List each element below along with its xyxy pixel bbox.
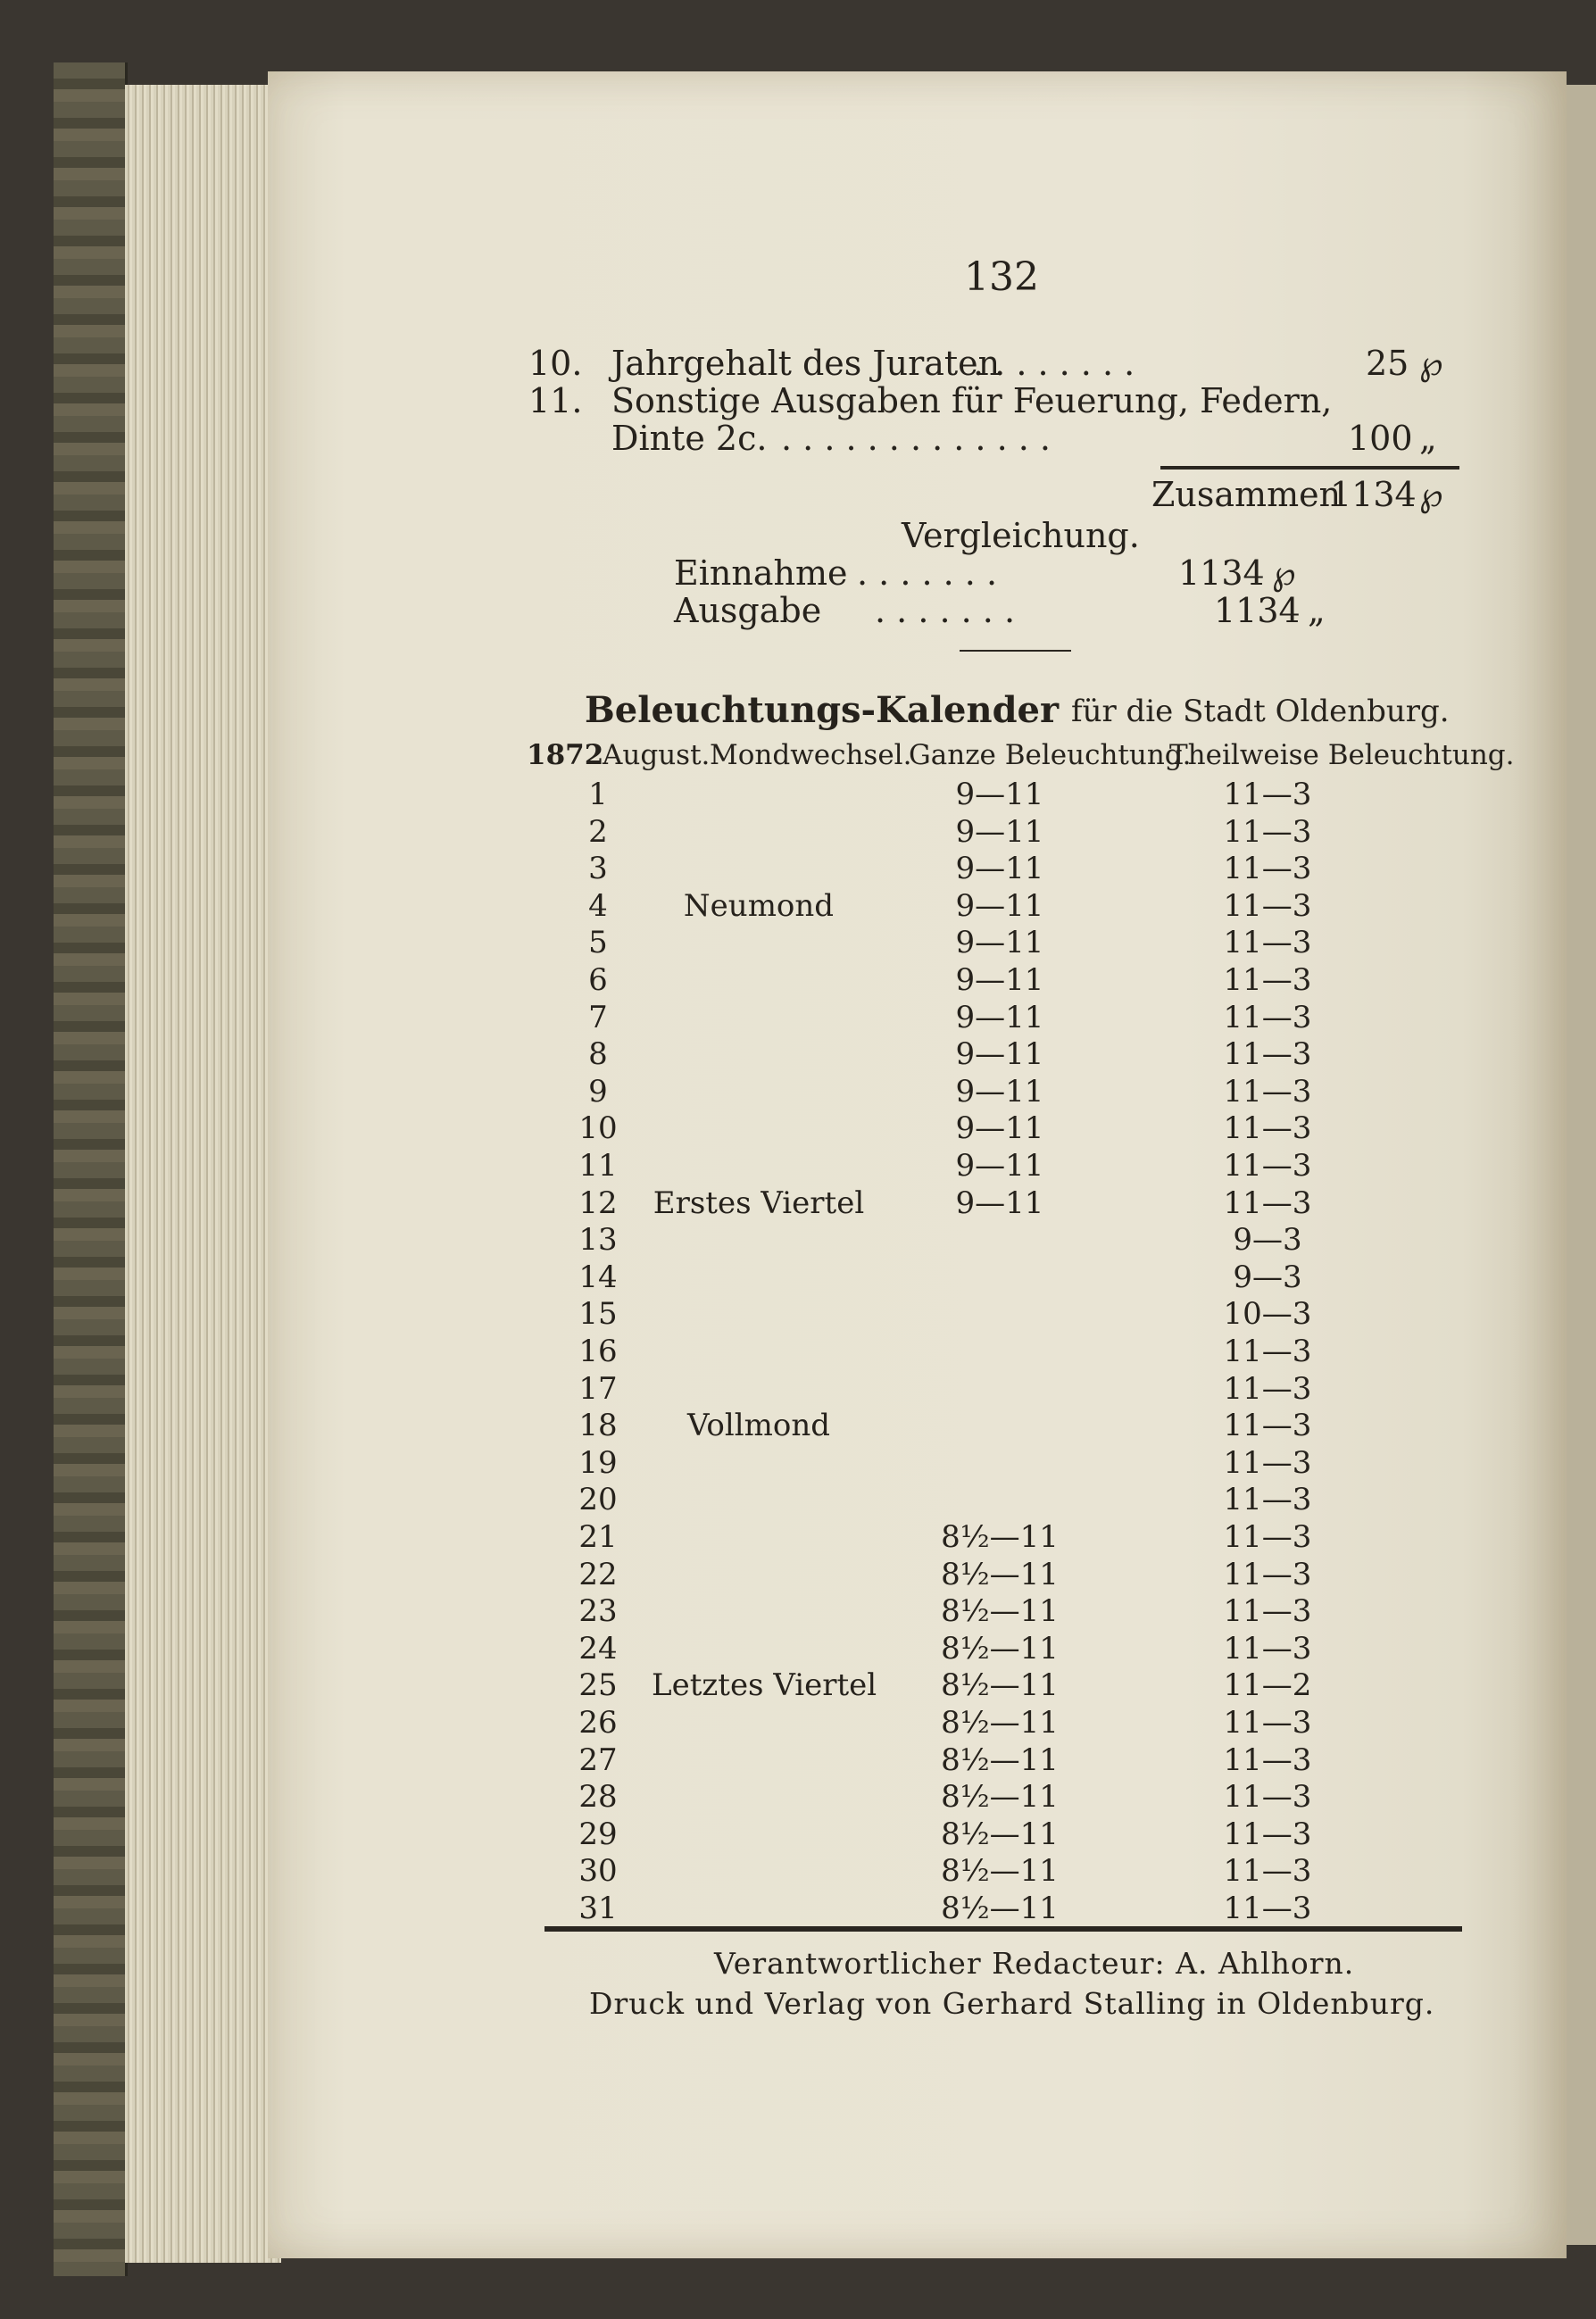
comparison-title: Vergleichung. <box>902 516 1140 555</box>
calendar-day: 11 <box>578 1148 618 1184</box>
calendar-full-lighting: 8½—11 <box>941 1631 1059 1667</box>
calendar-full-lighting: 9—11 <box>955 1000 1044 1035</box>
calendar-day: 25 <box>578 1667 618 1703</box>
calendar-day: 5 <box>588 925 608 960</box>
calendar-day: 13 <box>578 1222 618 1258</box>
calendar-day: 12 <box>578 1185 618 1221</box>
calendar-partial-lighting: 11—3 <box>1223 1742 1312 1778</box>
calendar-partial-lighting: 11—3 <box>1223 1519 1312 1555</box>
calendar-partial-lighting: 11—3 <box>1223 814 1312 850</box>
calendar-partial-lighting: 11—3 <box>1223 1000 1312 1035</box>
calendar-moon-phase: Letztes Viertel <box>652 1667 877 1703</box>
header-year: 1872 <box>527 739 604 771</box>
comparison-label: Ausgabe <box>674 591 822 630</box>
calendar-day: 23 <box>578 1593 618 1629</box>
footer-editor: Verantwortlicher Redacteur: A. Ahlhorn. <box>714 1946 1355 1981</box>
calendar-partial-lighting: 11—3 <box>1223 888 1312 924</box>
comparison-unit: „ <box>1308 591 1326 630</box>
calendar-partial-lighting: 11—3 <box>1223 1334 1312 1369</box>
calendar-day: 10 <box>578 1110 618 1146</box>
calendar-full-lighting: 9—11 <box>955 925 1044 960</box>
calendar-full-lighting: 9—11 <box>955 1036 1044 1072</box>
calendar-day: 24 <box>578 1631 618 1667</box>
ledger-amount: 25 <box>1366 344 1409 383</box>
calendar-partial-lighting: 11—3 <box>1223 1705 1312 1741</box>
calendar-day: 30 <box>578 1853 618 1889</box>
comparison-amount: 1134 <box>1214 591 1301 630</box>
footer-printer: Druck und Verlag von Gerhard Stalling in Oldenburg. <box>589 1986 1435 2021</box>
calendar-partial-lighting: 9—3 <box>1233 1259 1302 1295</box>
header-moon: Mondwechsel. <box>710 739 912 771</box>
calendar-full-lighting: 9—11 <box>955 962 1044 998</box>
header-partial: Theilweise Beleuchtung. <box>1169 739 1515 771</box>
calendar-day: 20 <box>578 1482 618 1517</box>
total-amount: 1134 <box>1330 475 1417 514</box>
calendar-partial-lighting: 11—3 <box>1223 777 1312 812</box>
calendar-partial-lighting: 11—3 <box>1223 1408 1312 1443</box>
ledger-unit: ℘ <box>1419 344 1443 383</box>
calendar-partial-lighting: 11—3 <box>1223 925 1312 960</box>
calendar-day: 19 <box>578 1445 618 1481</box>
calendar-partial-lighting: 11—3 <box>1223 1557 1312 1592</box>
book-page <box>268 71 1567 2258</box>
ledger-item-text: Jahrgehalt des Juraten <box>611 344 1001 383</box>
calendar-partial-lighting: 11—3 <box>1223 1185 1312 1221</box>
calendar-full-lighting: 9—11 <box>955 1148 1044 1184</box>
ledger-unit: „ <box>1419 419 1437 458</box>
sum-rule <box>1160 466 1459 470</box>
calendar-full-lighting: 8½—11 <box>941 1667 1059 1703</box>
calendar-day: 27 <box>578 1742 618 1778</box>
comparison-dots: . . . . . . . <box>857 553 998 593</box>
comparison-label: Einnahme <box>674 553 848 593</box>
calendar-partial-lighting: 11—3 <box>1223 962 1312 998</box>
calendar-partial-lighting: 11—3 <box>1223 1036 1312 1072</box>
header-full: Ganze Beleuchtung. <box>909 739 1192 771</box>
comparison-unit: ℘ <box>1272 553 1296 593</box>
calendar-day: 29 <box>578 1816 618 1852</box>
calendar-day: 9 <box>588 1074 608 1110</box>
calendar-day: 16 <box>578 1334 618 1369</box>
calendar-day: 6 <box>588 962 608 998</box>
ledger-amount: 100 <box>1348 419 1413 458</box>
calendar-partial-lighting: 11—3 <box>1223 1074 1312 1110</box>
calendar-partial-lighting: 11—3 <box>1223 1482 1312 1517</box>
calendar-partial-lighting: 11—3 <box>1223 1593 1312 1629</box>
calendar-partial-lighting: 11—3 <box>1223 1110 1312 1146</box>
section-divider <box>960 650 1071 652</box>
calendar-full-lighting: 9—11 <box>955 888 1044 924</box>
calendar-full-lighting: 8½—11 <box>941 1519 1059 1555</box>
page-number: 132 <box>964 254 1039 300</box>
calendar-partial-lighting: 11—3 <box>1223 1148 1312 1184</box>
comparison-amount: 1134 <box>1178 553 1265 593</box>
calendar-day: 14 <box>578 1259 618 1295</box>
calendar-moon-phase: Neumond <box>683 888 835 924</box>
calendar-title: Beleuchtungs-Kalender <box>585 689 1060 731</box>
calendar-full-lighting: 9—11 <box>955 1074 1044 1110</box>
calendar-partial-lighting: 9—3 <box>1233 1222 1302 1258</box>
calendar-full-lighting: 9—11 <box>955 777 1044 812</box>
calendar-day: 18 <box>578 1408 618 1443</box>
calendar-full-lighting: 8½—11 <box>941 1593 1059 1629</box>
calendar-day: 1 <box>588 777 608 812</box>
calendar-day: 28 <box>578 1779 618 1815</box>
calendar-day: 26 <box>578 1705 618 1741</box>
calendar-moon-phase: Erstes Viertel <box>653 1185 865 1221</box>
calendar-full-lighting: 8½—11 <box>941 1891 1059 1926</box>
calendar-day: 7 <box>588 1000 608 1035</box>
ledger-dots: . . . . . . . . <box>973 344 1135 383</box>
calendar-day: 2 <box>588 814 608 850</box>
calendar-full-lighting: 8½—11 <box>941 1779 1059 1815</box>
calendar-full-lighting: 9—11 <box>955 1185 1044 1221</box>
calendar-day: 31 <box>578 1891 618 1926</box>
calendar-full-lighting: 8½—11 <box>941 1557 1059 1592</box>
ledger-item-text: Sonstige Ausgaben für Feuerung, Federn, <box>611 381 1333 420</box>
calendar-full-lighting: 9—11 <box>955 1110 1044 1146</box>
header-month: August. <box>603 739 711 771</box>
calendar-day: 4 <box>588 888 608 924</box>
calendar-full-lighting: 8½—11 <box>941 1816 1059 1852</box>
calendar-partial-lighting: 11—3 <box>1223 851 1312 886</box>
calendar-full-lighting: 8½—11 <box>941 1742 1059 1778</box>
calendar-partial-lighting: 11—3 <box>1223 1816 1312 1852</box>
calendar-partial-lighting: 11—3 <box>1223 1853 1312 1889</box>
book-spine <box>54 62 128 2276</box>
calendar-full-lighting: 8½—11 <box>941 1705 1059 1741</box>
calendar-day: 17 <box>578 1371 618 1407</box>
ledger-item-number: 10. <box>528 344 583 383</box>
calendar-day: 8 <box>588 1036 608 1072</box>
calendar-partial-lighting: 11—3 <box>1223 1891 1312 1926</box>
calendar-day: 3 <box>588 851 608 886</box>
calendar-day: 22 <box>578 1557 618 1592</box>
calendar-day: 15 <box>578 1296 618 1332</box>
calendar-full-lighting: 9—11 <box>955 851 1044 886</box>
calendar-partial-lighting: 11—3 <box>1223 1631 1312 1667</box>
calendar-partial-lighting: 11—3 <box>1223 1779 1312 1815</box>
bottom-rule <box>544 1926 1462 1932</box>
calendar-day: 21 <box>578 1519 618 1555</box>
ledger-item-text: Dinte 2c. <box>611 419 768 458</box>
calendar-full-lighting: 8½—11 <box>941 1853 1059 1889</box>
calendar-moon-phase: Vollmond <box>686 1408 831 1443</box>
page-stack-edges <box>125 85 281 2263</box>
ledger-item-number: 11. <box>528 381 583 420</box>
calendar-partial-lighting: 10—3 <box>1223 1296 1312 1332</box>
ledger-dots: . . . . . . . . . . . . . <box>781 419 1051 458</box>
total-unit: ℘ <box>1419 475 1443 514</box>
calendar-full-lighting: 9—11 <box>955 814 1044 850</box>
comparison-dots: . . . . . . . <box>875 591 1016 630</box>
calendar-partial-lighting: 11—2 <box>1223 1667 1312 1703</box>
total-label: Zusammen <box>1151 475 1342 514</box>
calendar-partial-lighting: 11—3 <box>1223 1445 1312 1481</box>
calendar-subtitle: für die Stadt Oldenburg. <box>1071 694 1450 729</box>
calendar-partial-lighting: 11—3 <box>1223 1371 1312 1407</box>
